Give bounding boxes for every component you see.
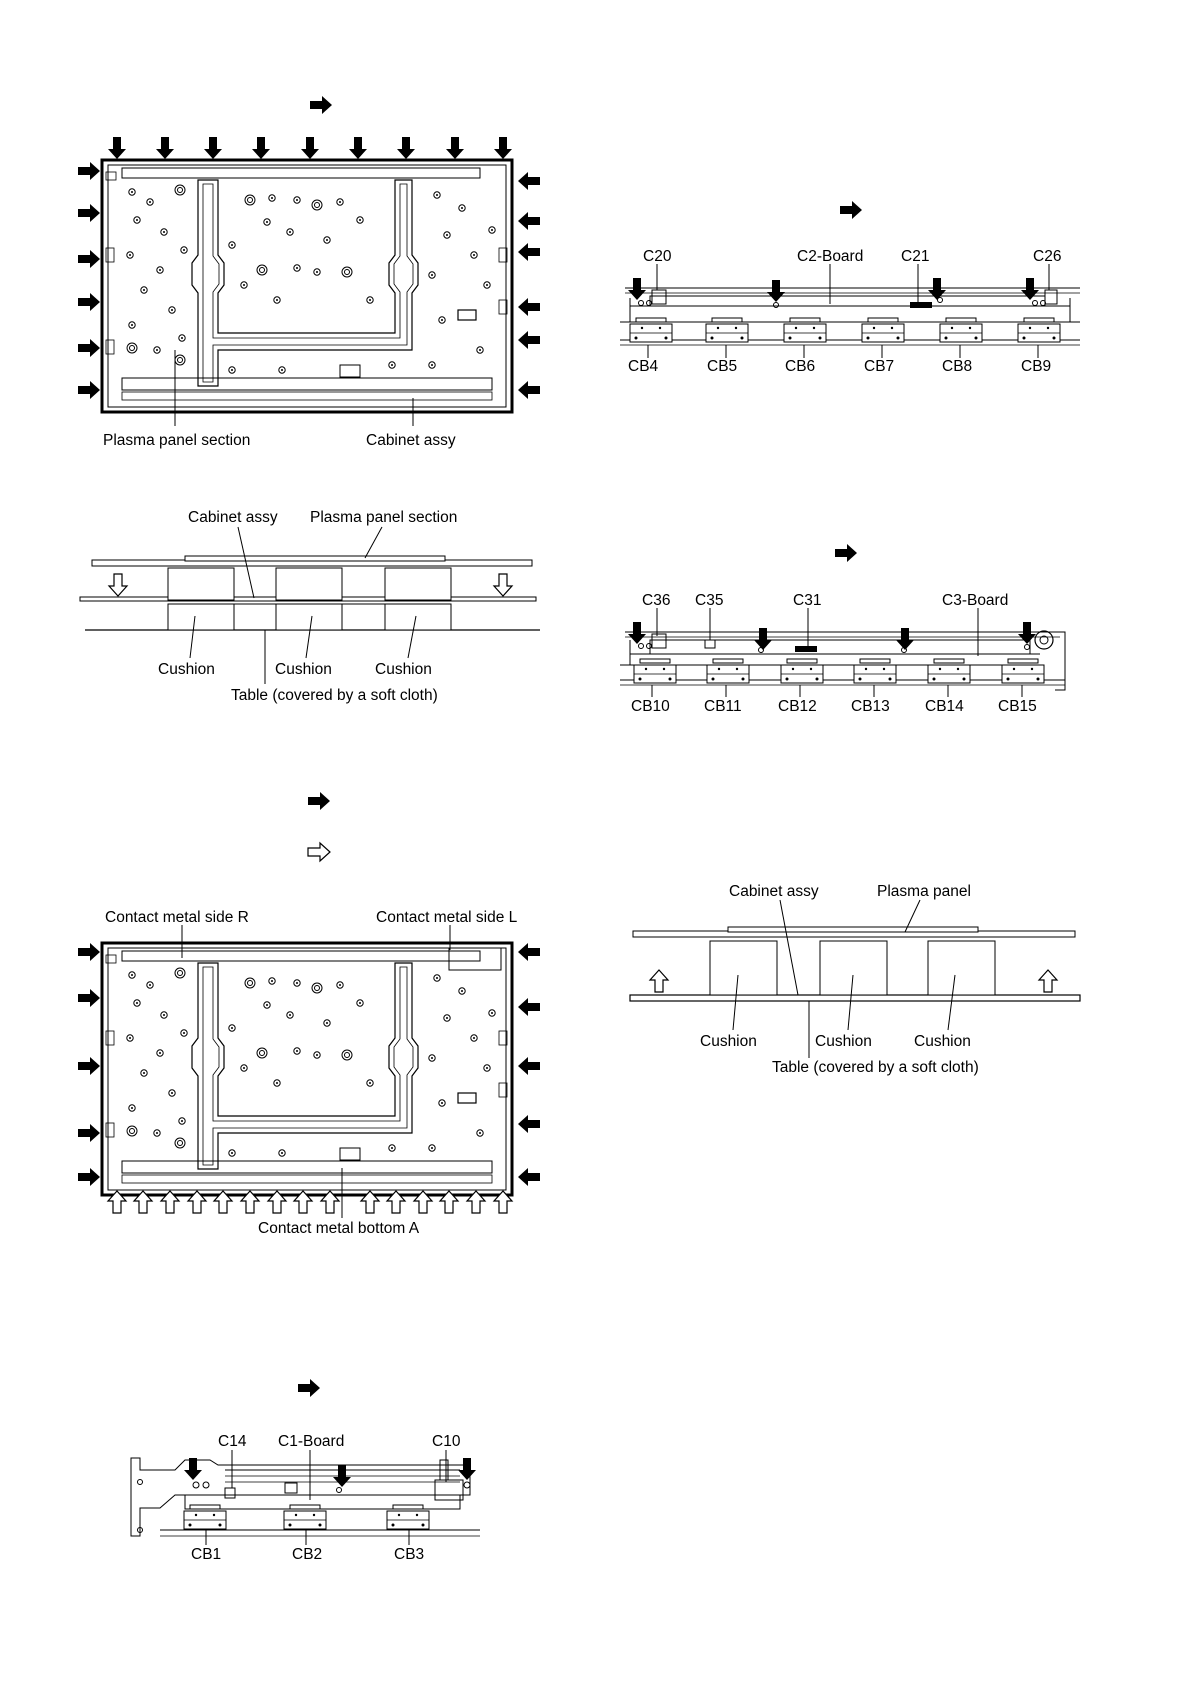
- label-cushion: Cushion: [815, 1033, 872, 1050]
- label-cabinet-assy-side: Cabinet assy: [188, 509, 278, 526]
- label-cb1: CB1: [191, 1546, 222, 1563]
- c2-board-diagram: [620, 278, 1080, 345]
- label-cabinet-assy-lower: Cabinet assy: [729, 883, 819, 900]
- label-c31: C31: [793, 592, 822, 609]
- label-cb3: CB3: [394, 1546, 425, 1563]
- label-c36: C36: [642, 592, 671, 609]
- label-cb10: CB10: [631, 698, 670, 715]
- c3-board-diagram: [620, 622, 1065, 690]
- label-table: Table (covered by a soft cloth): [231, 687, 438, 704]
- label-cb9: CB9: [1021, 358, 1052, 375]
- label-contact-metal-side-l: Contact metal side L: [376, 909, 518, 926]
- label-cushion: Cushion: [275, 661, 332, 678]
- label-cb5: CB5: [707, 358, 738, 375]
- c1-board-diagram: [131, 1458, 480, 1536]
- panel-contact-metal-diagram: [102, 943, 512, 1195]
- label-cb8: CB8: [942, 358, 973, 375]
- label-cb15: CB15: [998, 698, 1037, 715]
- label-plasma-panel-section: Plasma panel section: [103, 432, 251, 449]
- label-cabinet-assy: Cabinet assy: [366, 432, 456, 449]
- label-contact-metal-bottom-a: Contact metal bottom A: [258, 1220, 420, 1237]
- label-contact-metal-side-r: Contact metal side R: [105, 909, 249, 926]
- label-c2-board: C2-Board: [797, 248, 864, 265]
- label-cb12: CB12: [778, 698, 817, 715]
- label-c20: C20: [643, 248, 672, 265]
- label-c35: C35: [695, 592, 724, 609]
- label-plasma-panel-section-side: Plasma panel section: [310, 509, 458, 526]
- side-view-lower-diagram: [630, 927, 1080, 1001]
- panel-rear-view-diagram: [102, 160, 512, 412]
- label-cb13: CB13: [851, 698, 890, 715]
- label-c21: C21: [901, 248, 930, 265]
- label-c14: C14: [218, 1433, 247, 1450]
- remove-direction-arrows-left: [78, 162, 100, 399]
- step-arrow-icon: [310, 96, 332, 114]
- side-view-lift-diagram: [80, 556, 540, 630]
- label-c3-board: C3-Board: [942, 592, 1009, 609]
- step-arrow-icon: [308, 792, 330, 810]
- contact-metal-arrows-right: [518, 943, 540, 1186]
- step-arrow-outline-icon: [308, 843, 330, 861]
- label-cb4: CB4: [628, 358, 659, 375]
- step-arrow-icon: [835, 544, 857, 562]
- label-c26: C26: [1033, 248, 1062, 265]
- label-cushion: Cushion: [375, 661, 432, 678]
- label-cushion: Cushion: [700, 1033, 757, 1050]
- label-c1-board: C1-Board: [278, 1433, 345, 1450]
- label-cb6: CB6: [785, 358, 816, 375]
- label-plasma-panel: Plasma panel: [877, 883, 971, 900]
- label-cb2: CB2: [292, 1546, 323, 1563]
- label-cushion: Cushion: [914, 1033, 971, 1050]
- label-cb7: CB7: [864, 358, 895, 375]
- label-cb14: CB14: [925, 698, 964, 715]
- remove-direction-arrows-right: [518, 172, 540, 399]
- contact-metal-arrows-left: [78, 943, 100, 1186]
- remove-direction-arrows-top: [108, 137, 512, 159]
- step-arrow-icon: [298, 1379, 320, 1397]
- label-cushion: Cushion: [158, 661, 215, 678]
- step-arrow-icon: [840, 201, 862, 219]
- label-c10: C10: [432, 1433, 461, 1450]
- label-cb11: CB11: [704, 698, 742, 715]
- label-table: Table (covered by a soft cloth): [772, 1059, 979, 1076]
